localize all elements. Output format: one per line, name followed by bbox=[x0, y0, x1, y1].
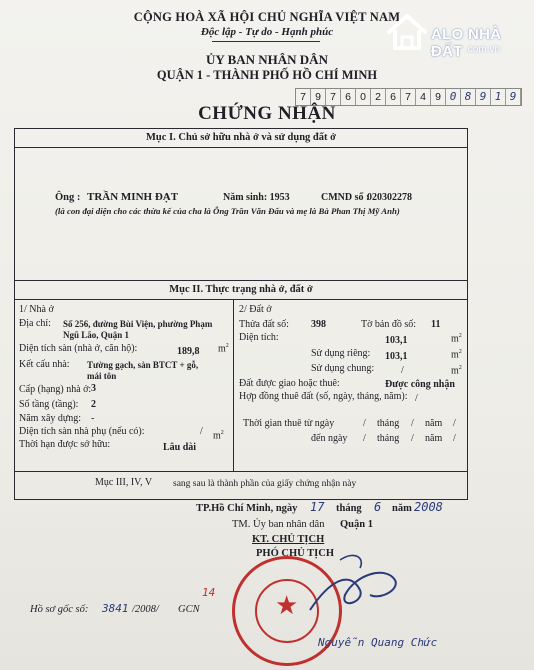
serial-digit: 9 bbox=[431, 89, 446, 105]
section3-heading: Mục III, IV, V bbox=[95, 477, 153, 488]
land-area-label: Diện tích: bbox=[239, 332, 279, 343]
unit-m2: m bbox=[451, 333, 459, 345]
shared-use-value: / bbox=[401, 365, 404, 376]
owner-birth: Năm sinh: 1953 bbox=[223, 192, 290, 203]
floor-area-unit: $m^2$ bbox=[218, 343, 229, 355]
serial-digit: 4 bbox=[416, 89, 431, 105]
unit-m2: m bbox=[451, 365, 459, 377]
land-area-value: 103,1 bbox=[385, 335, 408, 346]
house-title: 1/ Nhà ở bbox=[19, 304, 54, 315]
serial-digit: 6 bbox=[386, 89, 401, 105]
signing-year: 2008 bbox=[414, 500, 443, 514]
structure-value: mái tôn bbox=[87, 371, 117, 381]
private-use-value: 103,1 bbox=[385, 351, 408, 362]
committee-title: ỦY BAN NHÂN DÂN bbox=[206, 52, 328, 67]
lease-month-label: tháng bbox=[377, 418, 400, 429]
serial-digit: 9 bbox=[311, 89, 326, 105]
watermark-logo bbox=[385, 10, 525, 60]
record-label: Hồ sơ gốc số: bbox=[30, 604, 89, 615]
divider bbox=[15, 280, 467, 281]
record-annotation: 14 bbox=[202, 586, 216, 599]
owner-note: (là con đại diện cho các thừa kế của cha là Ông Trần Văn Đấu và mẹ là Bà Phan Thị Mỹ Anh) bbox=[55, 206, 400, 216]
certificate-frame bbox=[14, 128, 468, 500]
structure-label: Kết cấu nhà: bbox=[19, 359, 70, 370]
serial-digit: 1 bbox=[491, 89, 506, 105]
divider bbox=[15, 147, 467, 148]
lease-slash: / bbox=[453, 418, 456, 429]
serial-digit: 0 bbox=[356, 89, 371, 105]
land-area-unit: $m^2$ bbox=[451, 333, 462, 345]
serial-digit: 7 bbox=[401, 89, 416, 105]
allocation-label: Đất được giao hoặc thuê: bbox=[239, 378, 340, 389]
floor-area-value: 189,8 bbox=[177, 346, 200, 357]
floors-value: 2 bbox=[91, 399, 96, 410]
map-sheet-value: 11 bbox=[431, 319, 441, 330]
serial-digit: 2 bbox=[371, 89, 386, 105]
section3-note: sang sau là thành phần của giấy chứng nhận này bbox=[173, 479, 357, 489]
year-built-value: - bbox=[91, 413, 95, 424]
section2-heading: Mục II. Thực trạng nhà ở, đất ở bbox=[169, 284, 313, 295]
aux-area-unit: $m^2$ bbox=[213, 430, 224, 442]
signing-day: 17 bbox=[310, 500, 325, 514]
on-behalf-unit: Quận 1 bbox=[340, 519, 373, 530]
serial-digit: 9 bbox=[476, 89, 491, 105]
lease-slash: / bbox=[411, 433, 414, 444]
signing-month-label: tháng bbox=[336, 503, 362, 514]
shared-use-label: Sử dụng chung: bbox=[311, 363, 375, 374]
owner-id-label: CMND số : bbox=[321, 192, 370, 203]
position-title: PHÓ CHỦ TỊCH bbox=[256, 548, 334, 559]
address-value: Số 256, đường Bùi Viện, phường Phạm bbox=[63, 319, 213, 329]
signer-name: Nguyễn Quang Chức bbox=[318, 636, 438, 649]
watermark-domain: .com.vn bbox=[465, 44, 501, 55]
lease-year-label: năm bbox=[425, 433, 443, 444]
private-use-unit: $m^2$ bbox=[451, 349, 462, 361]
on-behalf: TM. Ủy ban nhân dân bbox=[232, 519, 325, 530]
record-suffix: GCN bbox=[178, 604, 200, 615]
lease-contract-label: Hợp đồng thuê đất (số, ngày, tháng, năm): bbox=[239, 391, 408, 402]
signature-scribble bbox=[300, 540, 420, 630]
signing-year-label: năm bbox=[392, 503, 412, 514]
floor-area-label: Diện tích sàn (nhà ở, căn hộ): bbox=[19, 343, 138, 354]
structure-value: Tường gạch, sàn BTCT + gỗ, bbox=[87, 360, 199, 370]
serial-digit: 7 bbox=[326, 89, 341, 105]
lease-slash: / bbox=[363, 418, 366, 429]
watermark-brand: ALO NHÀ ĐẤT bbox=[431, 26, 502, 60]
address-label: Địa chỉ: bbox=[19, 318, 51, 329]
shared-use-unit: $m^2$ bbox=[451, 365, 462, 377]
serial-digit: 6 bbox=[341, 89, 356, 105]
year-built-label: Năm xây dựng: bbox=[19, 413, 82, 424]
divider bbox=[15, 471, 467, 472]
aux-area-label: Diện tích sàn nhà phụ (nếu có): bbox=[19, 426, 145, 437]
record-year: /2008/ bbox=[132, 604, 159, 615]
land-title: 2/ Đất ở bbox=[239, 304, 272, 315]
serial-digit: 0 bbox=[446, 89, 461, 105]
lease-from-label: Thời gian thuê từ ngày bbox=[243, 418, 335, 429]
lot-value: 398 bbox=[311, 319, 326, 330]
floors-label: Số tầng (tầng): bbox=[19, 399, 79, 410]
unit-m2: m bbox=[218, 343, 226, 355]
signing-month: 6 bbox=[374, 500, 382, 514]
serial-digit: 8 bbox=[461, 89, 476, 105]
lease-slash: / bbox=[363, 433, 366, 444]
address-value: Ngũ Lão, Quận 1 bbox=[63, 330, 130, 340]
column-divider bbox=[233, 299, 234, 471]
allocation-value: Được công nhận bbox=[385, 379, 455, 390]
divider bbox=[15, 299, 467, 300]
star-icon: ★ bbox=[275, 591, 299, 620]
grade-value: 3 bbox=[91, 383, 96, 394]
lot-label: Thửa đất số: bbox=[239, 319, 289, 330]
serial-digit: 7 bbox=[296, 89, 311, 105]
map-sheet-label: Tờ bản đồ số: bbox=[361, 319, 417, 330]
lease-slash: / bbox=[453, 433, 456, 444]
lease-slash: / bbox=[411, 418, 414, 429]
serial-digit: 9 bbox=[506, 89, 521, 105]
owner-id-value: 020302278 bbox=[367, 192, 412, 203]
aux-area-value: / bbox=[200, 426, 203, 437]
lease-year-label: năm bbox=[425, 418, 443, 429]
certificate-title: CHỨNG NHẬN bbox=[198, 103, 336, 124]
national-motto: Độc lập - Tự do - Hạnh phúc bbox=[200, 26, 334, 38]
national-title: CỘNG HOÀ XÃ HỘI CHỦ NGHĨA VIỆT NAM bbox=[133, 10, 401, 24]
grade-label: Cấp (hạng) nhà ở: bbox=[19, 384, 92, 395]
ownership-term-value: Lâu dài bbox=[163, 442, 197, 453]
district-title: QUẬN 1 - THÀNH PHỐ HỒ CHÍ MINH bbox=[156, 68, 378, 82]
unit-m2: m bbox=[213, 430, 221, 442]
motto-underline bbox=[212, 41, 320, 42]
owner-label: Ông : bbox=[55, 192, 81, 203]
kt-title: KT. CHỦ TỊCH bbox=[252, 534, 325, 545]
lease-contract-value: / bbox=[415, 393, 418, 404]
unit-m2: m bbox=[451, 349, 459, 361]
record-number: 3841 bbox=[102, 602, 129, 615]
lease-to-label: đến ngày bbox=[311, 433, 348, 444]
lease-month-label: tháng bbox=[377, 433, 400, 444]
section1-heading: Mục I. Chủ sở hữu nhà ở và sử dụng đất ở bbox=[146, 132, 336, 143]
ownership-term-label: Thời hạn được sở hữu: bbox=[19, 439, 111, 450]
signing-place: TP.Hồ Chí Minh, ngày bbox=[196, 503, 298, 514]
house-icon bbox=[385, 10, 429, 54]
owner-name: TRẦN MINH ĐẠT bbox=[87, 191, 179, 203]
private-use-label: Sử dụng riêng: bbox=[311, 348, 371, 359]
